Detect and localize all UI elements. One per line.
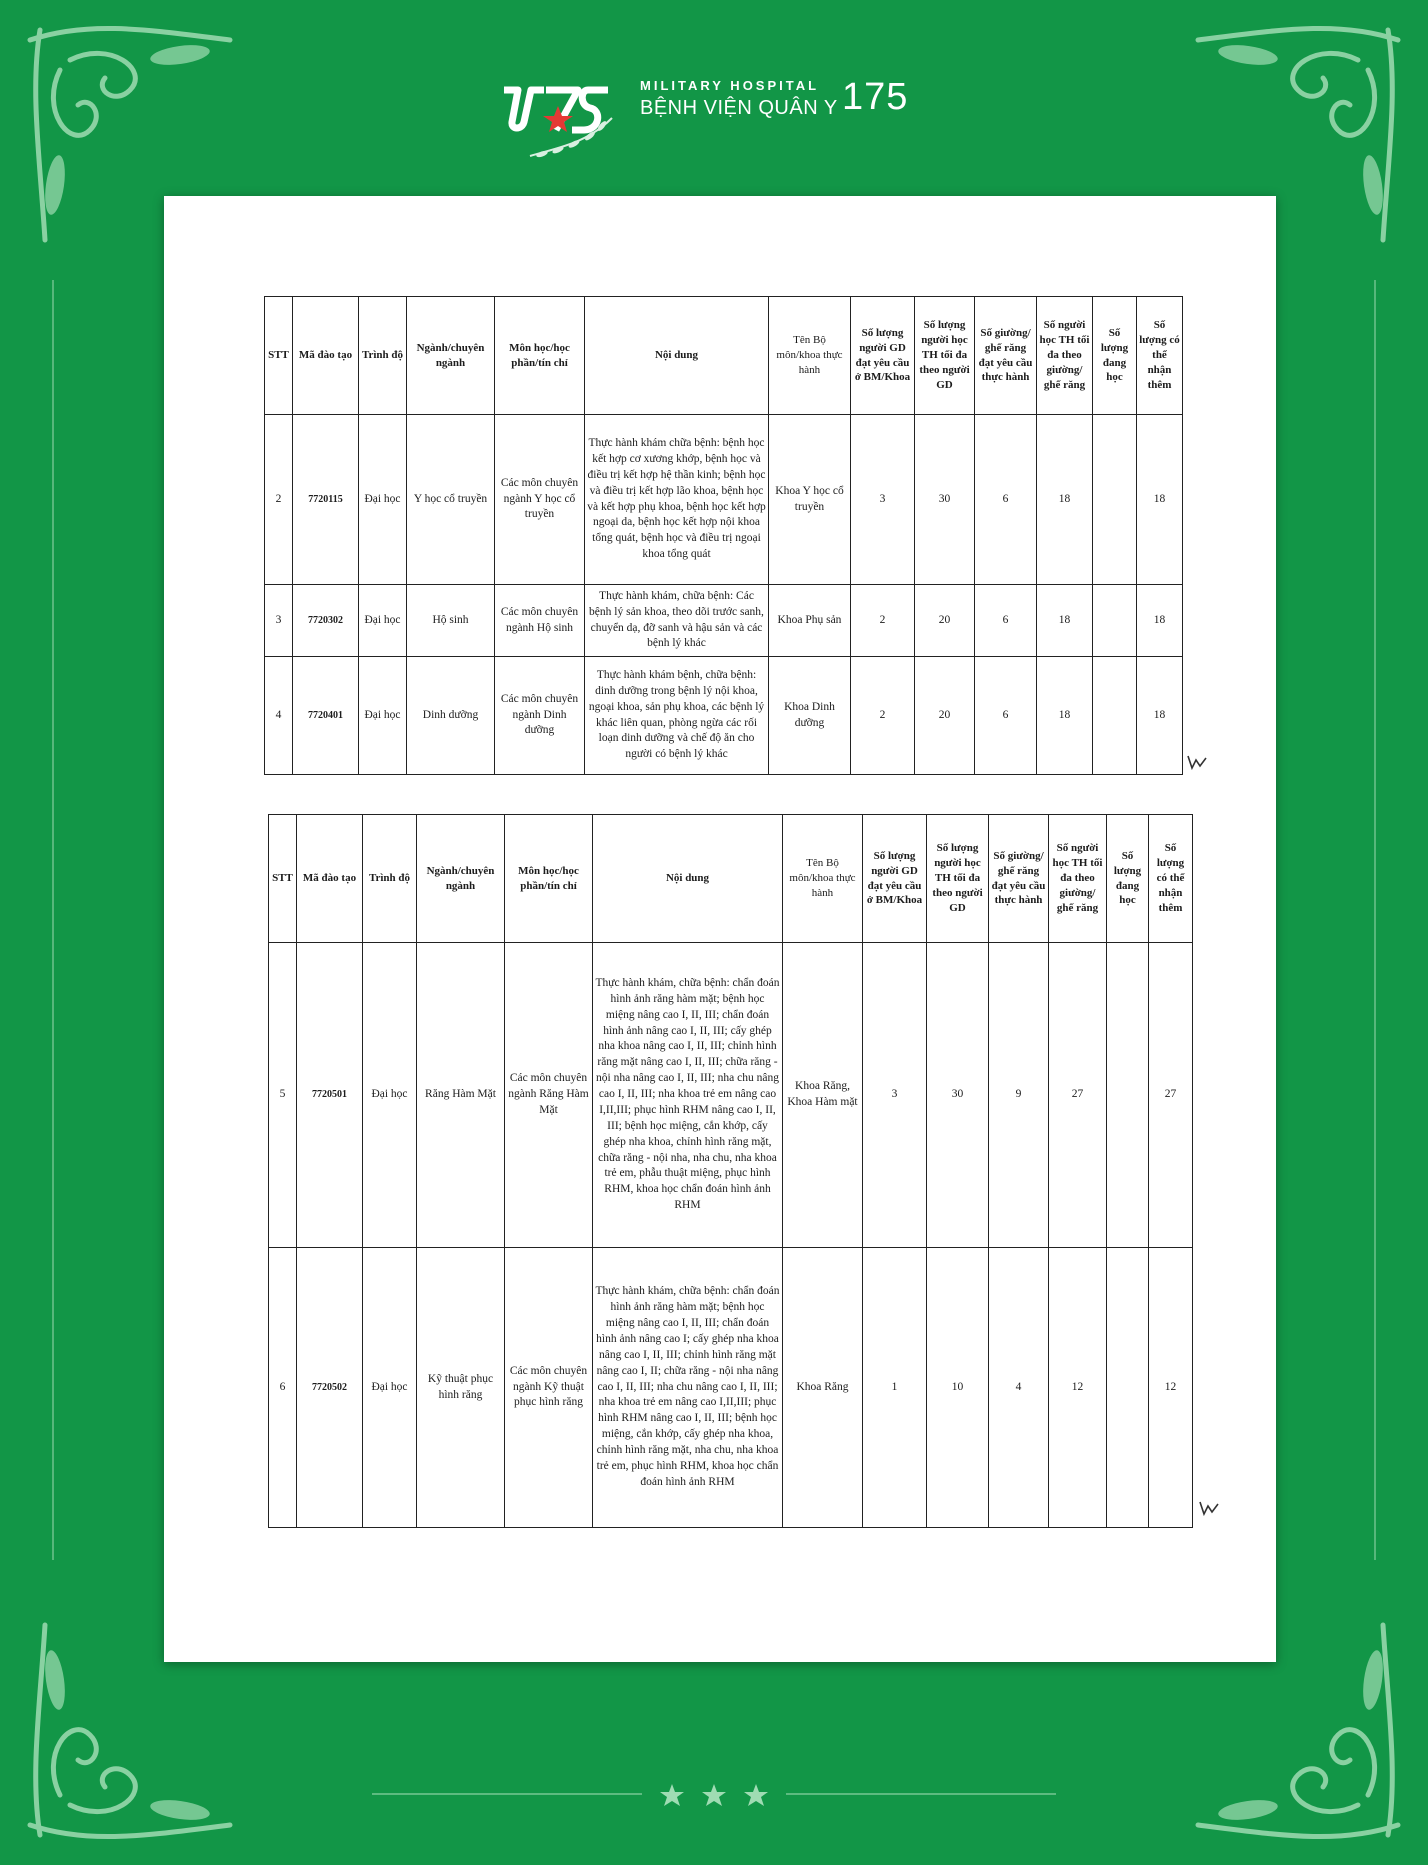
cell-noi-dung: Thực hành khám bệnh, chữa bệnh: dinh dưỡng trong bệnh lý nội khoa, ngoại khoa, sản phụ khoa, các bệnh lý khác liên quan, phòng ngừa các rối loạn dinh dưỡng và chế độ ăn cho người có bệnh lý khác (585, 657, 769, 775)
three-stars-icon (658, 1780, 770, 1810)
col-mon-hoc: Môn học/học phần/tín chỉ (505, 815, 593, 943)
cell-noi-dung: Thực hành khám, chữa bệnh: chẩn đoán hình ảnh răng hàm mặt; bệnh học miệng nâng cao I, II, III; chẩn đoán hình ảnh nâng cao I, II, III; cấy ghép nha khoa nâng cao I, II, III; chỉnh hình răng mặt nâng cao I, II, III; chữa răng - nội nha nâng cao I, II, III; nha chu nâng cao I, II, III; nha khoa trẻ em nâng cao I,II,III; phục hình RHM nâng cao I, II, III; bệnh học miệng, cắn khớp, cấy ghép nha khoa, chỉnh hình răng mặt, chữa răng - nội nha, nha chu, nha khoa trẻ em, phẫu thuật miệng, phục hình RHM, khoa học chẩn đoán hình ảnh RHM (593, 943, 783, 1248)
cell-mon-hoc: Các môn chuyên ngành Răng Hàm Mặt (505, 943, 593, 1248)
frame-line-right (1374, 280, 1376, 1560)
cell-nhan-them: 18 (1137, 585, 1183, 657)
cell-nhan-them: 12 (1149, 1248, 1193, 1528)
col-nganh: Ngành/chuyên ngành (417, 815, 505, 943)
col-noi-dung: Nội dung (585, 297, 769, 415)
col-nhan-them: Số lượng có thể nhận thêm (1137, 297, 1183, 415)
cell-gd: 2 (851, 585, 915, 657)
cell-giuong: 4 (989, 1248, 1049, 1528)
hospital-name-en: MILITARY HOSPITAL (640, 78, 820, 93)
cell-mon-hoc: Các môn chuyên ngành Hộ sinh (495, 585, 585, 657)
hospital-name-vi: BỆNH VIỆN QUÂN Y (640, 97, 838, 119)
col-stt: STT (265, 297, 293, 415)
hospital-number: 175 (842, 76, 909, 118)
document-page (164, 196, 1276, 1662)
cell-mon-hoc: Các môn chuyên ngành Dinh dưỡng (495, 657, 585, 775)
cell-th-giuong: 18 (1037, 657, 1093, 775)
cell-khoa: Khoa Răng (783, 1248, 863, 1528)
col-th-toi-da-gd: Số lượng người học TH tối đa theo người GD (915, 297, 975, 415)
cell-nhan-them: 27 (1149, 943, 1193, 1248)
cell-stt: 4 (265, 657, 293, 775)
cell-ma: 7720115 (293, 415, 359, 585)
cell-nganh: Kỹ thuật phục hình răng (417, 1248, 505, 1528)
cell-th-giuong: 18 (1037, 585, 1093, 657)
col-ma-dao-tao: Mã đào tạo (293, 297, 359, 415)
cell-ma: 7720501 (297, 943, 363, 1248)
frame-line-left (52, 280, 54, 1560)
col-so-luong-gd: Số lượng người GD đạt yêu cầu ở BM/Khoa (851, 297, 915, 415)
signature-mark-2-icon (1198, 1498, 1220, 1518)
cell-gd: 1 (863, 1248, 927, 1528)
col-trinh-do: Trình độ (363, 815, 417, 943)
cell-th-gd: 30 (927, 943, 989, 1248)
cell-noi-dung: Thực hành khám, chữa bệnh: Các bệnh lý sản khoa, theo dõi trước sanh, chuyển dạ, đỡ sanh và hậu sản và các bệnh lý khác (585, 585, 769, 657)
cell-nhan-them: 18 (1137, 657, 1183, 775)
table-row (265, 585, 1183, 657)
col-so-giuong: Số giường/ ghế răng đạt yêu cầu thực hành (989, 815, 1049, 943)
cell-gd: 2 (851, 657, 915, 775)
col-th-toi-da-giuong: Số người học TH tối đa theo giường/ ghế răng (1037, 297, 1093, 415)
cell-trinh-do: Đại học (363, 1248, 417, 1528)
cell-dang-hoc (1093, 585, 1137, 657)
cell-khoa: Khoa Dinh dưỡng (769, 657, 851, 775)
cell-gd: 3 (851, 415, 915, 585)
cell-noi-dung: Thực hành khám, chữa bệnh: chẩn đoán hình ảnh răng hàm mặt; bệnh học miệng nâng cao I, II, III; chẩn đoán hình ảnh nâng cao I; cấy ghép nha khoa nâng cao I, II, III; chỉnh hình răng mặt nâng cao I, II; chữa răng - nội nha nâng cao I, II, III; nha chu nâng cao I, II, III; nha khoa trẻ em nâng cao I,II,III; phục hình RHM nâng cao I, II, III; bệnh học miệng, cắn khớp, cấy ghép nha khoa, chỉnh hình răng mặt, nha chu, nha khoa trẻ em, phục hình RHM, khoa học chẩn đoán hình ảnh RHM (593, 1248, 783, 1528)
cell-trinh-do: Đại học (359, 657, 407, 775)
cell-dang-hoc (1093, 415, 1137, 585)
cell-th-gd: 20 (915, 657, 975, 775)
cell-gd: 3 (863, 943, 927, 1248)
col-so-luong-gd: Số lượng người GD đạt yêu cầu ở BM/Khoa (863, 815, 927, 943)
hospital-header (0, 60, 1428, 160)
cell-mon-hoc: Các môn chuyên ngành Y học cổ truyền (495, 415, 585, 585)
cell-ma: 7720401 (293, 657, 359, 775)
col-ten-bo-mon: Tên Bộ môn/khoa thực hành (783, 815, 863, 943)
col-ten-bo-mon: Tên Bộ môn/khoa thực hành (769, 297, 851, 415)
cell-nganh: Hộ sinh (407, 585, 495, 657)
cell-dang-hoc (1093, 657, 1137, 775)
cell-khoa: Khoa Phụ sản (769, 585, 851, 657)
cell-nganh: Y học cổ truyền (407, 415, 495, 585)
cell-stt: 5 (269, 943, 297, 1248)
col-so-giuong: Số giường/ ghế răng đạt yêu cầu thực hành (975, 297, 1037, 415)
cell-nhan-them: 18 (1137, 415, 1183, 585)
footer-line-left (372, 1793, 642, 1795)
cell-ma: 7720302 (293, 585, 359, 657)
cell-noi-dung: Thực hành khám chữa bệnh: bệnh học kết hợp cơ xương khớp, bệnh học và điều trị kết hợp hệ thần kinh; bệnh học và điều trị kết hợp lão khoa, bệnh học và kết hợp phụ khoa, bệnh học kết hợp ngoại da, bệnh học kết hợp nội khoa tổng quát, bệnh học và điều trị ngoại khoa tổng quát (585, 415, 769, 585)
table-header-row (265, 297, 1183, 415)
col-stt: STT (269, 815, 297, 943)
table-row (269, 943, 1193, 1248)
cell-mon-hoc: Các môn chuyên ngành Kỹ thuật phục hình răng (505, 1248, 593, 1528)
cell-stt: 3 (265, 585, 293, 657)
cell-giuong: 6 (975, 585, 1037, 657)
cell-giuong: 9 (989, 943, 1049, 1248)
cell-th-giuong: 18 (1037, 415, 1093, 585)
footer-line-right (786, 1793, 1056, 1795)
cell-th-gd: 10 (927, 1248, 989, 1528)
table-header-row (269, 815, 1193, 943)
cell-dang-hoc (1107, 943, 1149, 1248)
cell-nganh: Răng Hàm Mặt (417, 943, 505, 1248)
table-row (265, 415, 1183, 585)
cell-trinh-do: Đại học (363, 943, 417, 1248)
cell-dang-hoc (1107, 1248, 1149, 1528)
col-dang-hoc: Số lượng đang học (1107, 815, 1149, 943)
cell-trinh-do: Đại học (359, 585, 407, 657)
col-ma-dao-tao: Mã đào tạo (297, 815, 363, 943)
cell-ma: 7720502 (297, 1248, 363, 1528)
cell-stt: 2 (265, 415, 293, 585)
cell-th-giuong: 12 (1049, 1248, 1107, 1528)
training-table-2 (268, 814, 1193, 1528)
cell-nganh: Dinh dưỡng (407, 657, 495, 775)
cell-stt: 6 (269, 1248, 297, 1528)
col-th-toi-da-giuong: Số người học TH tối đa theo giường/ ghế răng (1049, 815, 1107, 943)
signature-mark-1-icon (1186, 752, 1208, 772)
col-mon-hoc: Môn học/học phần/tín chỉ (495, 297, 585, 415)
col-nhan-them: Số lượng có thể nhận thêm (1149, 815, 1193, 943)
cell-th-giuong: 27 (1049, 943, 1107, 1248)
col-trinh-do: Trình độ (359, 297, 407, 415)
cell-th-gd: 30 (915, 415, 975, 585)
col-dang-hoc: Số lượng đang học (1093, 297, 1137, 415)
training-table-1 (264, 296, 1183, 775)
cell-giuong: 6 (975, 657, 1037, 775)
col-noi-dung: Nội dung (593, 815, 783, 943)
table-row (269, 1248, 1193, 1528)
col-th-toi-da-gd: Số lượng người học TH tối đa theo người GD (927, 815, 989, 943)
cell-khoa: Khoa Y học cổ truyền (769, 415, 851, 585)
hospital-logo-icon (496, 78, 620, 168)
cell-th-gd: 20 (915, 585, 975, 657)
col-nganh: Ngành/chuyên ngành (407, 297, 495, 415)
table-row (265, 657, 1183, 775)
cell-trinh-do: Đại học (359, 415, 407, 585)
cell-giuong: 6 (975, 415, 1037, 585)
cell-khoa: Khoa Răng, Khoa Hàm mặt (783, 943, 863, 1248)
